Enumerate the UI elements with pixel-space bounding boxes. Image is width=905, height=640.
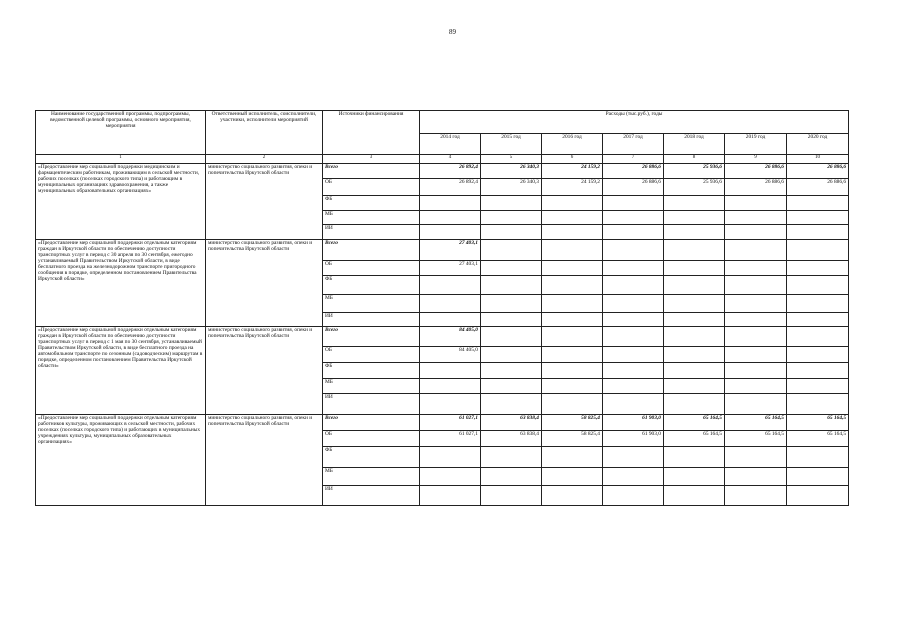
expense-value: 61 027,1 <box>420 415 481 431</box>
expense-value <box>542 211 603 225</box>
measure-name: «Предоставление мер социальной поддержки отдельным категориям граждан в Иркутской области по обеспечению доступности транспортных услуг в период с 30 апреля по 30 сентября, ежегодно устанавливаемый Правительством Иркутской области, в виде бесплатного проезда на железнодорожном транспорте пригородного сообщения в порядке, определенном постановлением Правительства Иркутской области» <box>36 240 206 327</box>
header-row <box>36 111 849 134</box>
expense-value: 26 886,6 <box>787 164 849 179</box>
expense-value <box>664 276 725 295</box>
expense-value <box>420 486 481 506</box>
expense-value: 63 838,4 <box>481 431 542 447</box>
table-row <box>36 164 849 179</box>
expense-value <box>787 327 849 347</box>
expense-value <box>542 313 603 327</box>
expense-value: 65 164,5 <box>725 415 787 431</box>
expense-value <box>603 486 664 506</box>
expense-value <box>603 347 664 363</box>
executor-cell: министерство социального развития, опеки и попечительства Иркутской области <box>206 164 323 240</box>
expense-value <box>664 468 725 486</box>
year-header: 2019 год <box>725 134 787 155</box>
expense-value <box>481 225 542 240</box>
expense-value <box>481 327 542 347</box>
funding-source: ФБ <box>323 363 420 379</box>
funding-source: МБ <box>323 211 420 225</box>
expense-value <box>787 225 849 240</box>
executor-cell: министерство социального развития, опеки и попечительства Иркутской области <box>206 415 323 506</box>
expense-value <box>664 347 725 363</box>
header-executor: Ответственный исполнитель, соисполнители, участники, исполнители мероприятий <box>206 111 323 155</box>
expense-value <box>664 240 725 261</box>
expense-value <box>664 394 725 415</box>
expense-value: 65 164,5 <box>787 415 849 431</box>
expense-value <box>603 313 664 327</box>
column-number: 9 <box>725 155 787 164</box>
expense-value <box>420 468 481 486</box>
year-header: 2015 год <box>481 134 542 155</box>
expense-value <box>664 486 725 506</box>
expense-value: 27 403,1 <box>420 261 481 276</box>
funding-source: МБ <box>323 379 420 394</box>
expense-value <box>542 347 603 363</box>
expense-value <box>787 447 849 468</box>
expense-value: 65 164,5 <box>664 431 725 447</box>
expense-value <box>420 225 481 240</box>
funding-source: ИИ <box>323 486 420 506</box>
expense-value <box>725 313 787 327</box>
expense-value <box>664 225 725 240</box>
expense-value <box>725 327 787 347</box>
year-header: 2016 год <box>542 134 603 155</box>
expense-value <box>787 468 849 486</box>
funding-source: ОБ <box>323 261 420 276</box>
expense-value <box>664 211 725 225</box>
expense-value <box>420 276 481 295</box>
expense-value <box>420 211 481 225</box>
expense-value <box>420 447 481 468</box>
expense-value: 26 886,6 <box>603 179 664 196</box>
funding-source: ИИ <box>323 394 420 415</box>
expense-value <box>420 363 481 379</box>
column-number: 7 <box>603 155 664 164</box>
expense-value <box>787 261 849 276</box>
funding-source: ОБ <box>323 179 420 196</box>
year-header: 2014 год <box>420 134 481 155</box>
funding-source: ИИ <box>323 225 420 240</box>
expense-value <box>787 295 849 313</box>
expense-value <box>725 211 787 225</box>
expense-value <box>725 347 787 363</box>
expense-value <box>787 313 849 327</box>
expense-value <box>725 225 787 240</box>
table-row <box>36 415 849 431</box>
column-number: 5 <box>481 155 542 164</box>
expense-value: 84 405,0 <box>420 347 481 363</box>
expense-value <box>542 240 603 261</box>
column-number: 8 <box>664 155 725 164</box>
expense-value <box>725 196 787 211</box>
expense-value <box>542 379 603 394</box>
expense-value <box>664 363 725 379</box>
expense-value <box>603 468 664 486</box>
funding-source: ИИ <box>323 313 420 327</box>
executor-cell: министерство социального развития, опеки и попечительства Иркутской области <box>206 327 323 415</box>
expense-value: 27 403,1 <box>420 240 481 261</box>
expense-value <box>787 394 849 415</box>
measure-name: «Предоставление мер социальной поддержки отдельным категориям граждан в Иркутской области по обеспечению доступности транспортных услуг в период с 1 мая по 30 сентября, устанавливаемый Правительством Иркутской области, в виде бесплатного проезда на автомобильном транспорте по сезонным (садоводческим) маршрутам в порядке, определенном постановлением Правительства Иркутской области» <box>36 327 206 415</box>
expense-value <box>420 295 481 313</box>
expense-value <box>787 211 849 225</box>
expense-value: 26 886,6 <box>725 179 787 196</box>
expense-value: 61 903,0 <box>603 415 664 431</box>
expense-value <box>725 261 787 276</box>
expense-value <box>664 379 725 394</box>
expense-value: 24 159,2 <box>542 179 603 196</box>
expense-value <box>603 261 664 276</box>
expense-value <box>542 225 603 240</box>
expense-value <box>542 447 603 468</box>
funding-source: ФБ <box>323 196 420 211</box>
header-name: Наименование государственной программы, подпрограммы, ведомственной целевой программы, основного мероприятия, мероприятия <box>36 111 206 155</box>
expense-value <box>542 486 603 506</box>
expense-value: 26 886,6 <box>787 179 849 196</box>
expense-value <box>481 211 542 225</box>
expense-value <box>787 347 849 363</box>
expense-value: 26 892,4 <box>420 164 481 179</box>
expense-value <box>481 379 542 394</box>
column-number: 1 <box>36 155 206 164</box>
expense-value <box>542 327 603 347</box>
expense-value <box>603 240 664 261</box>
expense-value <box>481 447 542 468</box>
expense-value <box>664 327 725 347</box>
expense-value <box>725 379 787 394</box>
expense-value <box>542 394 603 415</box>
expense-value: 58 825,4 <box>542 431 603 447</box>
column-number: 3 <box>323 155 420 164</box>
expense-value: 24 159,2 <box>542 164 603 179</box>
expense-value <box>420 379 481 394</box>
column-number: 10 <box>787 155 849 164</box>
expense-value <box>542 196 603 211</box>
table-body <box>36 164 849 506</box>
budget-table <box>35 110 849 506</box>
funding-source: ФБ <box>323 447 420 468</box>
expense-value: 26 340,3 <box>481 164 542 179</box>
expense-value <box>481 295 542 313</box>
expense-value <box>481 261 542 276</box>
expense-value: 25 936,6 <box>664 164 725 179</box>
table-row <box>36 240 849 261</box>
funding-source: Всего <box>323 327 420 347</box>
expense-value <box>481 394 542 415</box>
expense-value: 65 164,5 <box>787 431 849 447</box>
expense-value <box>603 363 664 379</box>
expense-value: 58 825,4 <box>542 415 603 431</box>
expense-value <box>787 196 849 211</box>
expense-value <box>481 276 542 295</box>
expense-value <box>787 363 849 379</box>
expense-value: 26 886,6 <box>603 164 664 179</box>
expense-value <box>787 240 849 261</box>
expense-value <box>481 486 542 506</box>
funding-source: ФБ <box>323 276 420 295</box>
expense-value <box>542 363 603 379</box>
expense-value <box>725 276 787 295</box>
expense-value <box>603 225 664 240</box>
year-header: 2017 год <box>603 134 664 155</box>
expense-value <box>725 295 787 313</box>
expense-value <box>725 240 787 261</box>
expense-value <box>542 295 603 313</box>
expense-value <box>542 276 603 295</box>
expense-value <box>481 363 542 379</box>
expense-value <box>420 394 481 415</box>
funding-source: Всего <box>323 415 420 431</box>
expense-value <box>664 313 725 327</box>
funding-source: ОБ <box>323 347 420 363</box>
header-source: Источники финансирования <box>323 111 420 155</box>
expense-value <box>603 196 664 211</box>
expense-value: 65 164,5 <box>664 415 725 431</box>
funding-source: ОБ <box>323 431 420 447</box>
expense-value <box>481 468 542 486</box>
expense-value: 63 838,4 <box>481 415 542 431</box>
expense-value: 26 340,3 <box>481 179 542 196</box>
expense-value <box>481 313 542 327</box>
expense-value <box>664 295 725 313</box>
expense-value: 61 027,1 <box>420 431 481 447</box>
column-number: 4 <box>420 155 481 164</box>
column-number-row <box>36 155 849 164</box>
expense-value <box>787 379 849 394</box>
measure-name: «Предоставление мер социальной поддержки отдельным категориям работников культуры, проживающих в сельской местности, рабочих поселках (поселках городского типа) и работающих в муниципальных учреждениях культуры, муниципальных образовательных организациях» <box>36 415 206 506</box>
column-number: 6 <box>542 155 603 164</box>
expense-value <box>725 468 787 486</box>
expense-value <box>664 261 725 276</box>
expense-value <box>725 447 787 468</box>
expense-value <box>603 394 664 415</box>
expense-value <box>664 447 725 468</box>
expense-value <box>725 486 787 506</box>
expense-value <box>603 447 664 468</box>
measure-name: «Предоставление мер социальной поддержки медицинским и фармацевтическим работникам, проживающим в сельской местности, рабочих поселках (поселках городского типа) и работающим в муниципальных организациях здравоохранения, а также муниципальных образовательных организациях» <box>36 164 206 240</box>
expense-value <box>787 276 849 295</box>
funding-source: Всего <box>323 164 420 179</box>
expense-value <box>481 196 542 211</box>
page-number: 89 <box>449 28 456 36</box>
expense-value <box>787 486 849 506</box>
header-expenses: Расходы (тыс.руб.), годы <box>420 111 849 134</box>
expense-value <box>603 379 664 394</box>
expense-value: 26 886,6 <box>725 164 787 179</box>
expense-value: 26 892,4 <box>420 179 481 196</box>
expense-value <box>725 363 787 379</box>
expense-value: 65 164,5 <box>725 431 787 447</box>
table-row <box>36 327 849 347</box>
expense-value <box>603 327 664 347</box>
expense-value <box>420 313 481 327</box>
column-number: 2 <box>206 155 323 164</box>
year-header: 2020 год <box>787 134 849 155</box>
funding-source: Всего <box>323 240 420 261</box>
expense-value <box>420 196 481 211</box>
expense-value <box>603 211 664 225</box>
expense-value: 84 405,0 <box>420 327 481 347</box>
funding-source: МБ <box>323 295 420 313</box>
funding-source: МБ <box>323 468 420 486</box>
expense-value <box>481 240 542 261</box>
expense-value <box>603 295 664 313</box>
expense-value <box>542 468 603 486</box>
expense-value <box>664 196 725 211</box>
expense-value: 25 936,6 <box>664 179 725 196</box>
executor-cell: министерство социального развития, опеки и попечительства Иркутской области <box>206 240 323 327</box>
year-header: 2018 год <box>664 134 725 155</box>
expense-value <box>481 347 542 363</box>
expense-value <box>725 394 787 415</box>
expense-value <box>542 261 603 276</box>
expense-value <box>603 276 664 295</box>
expense-value: 61 903,0 <box>603 431 664 447</box>
